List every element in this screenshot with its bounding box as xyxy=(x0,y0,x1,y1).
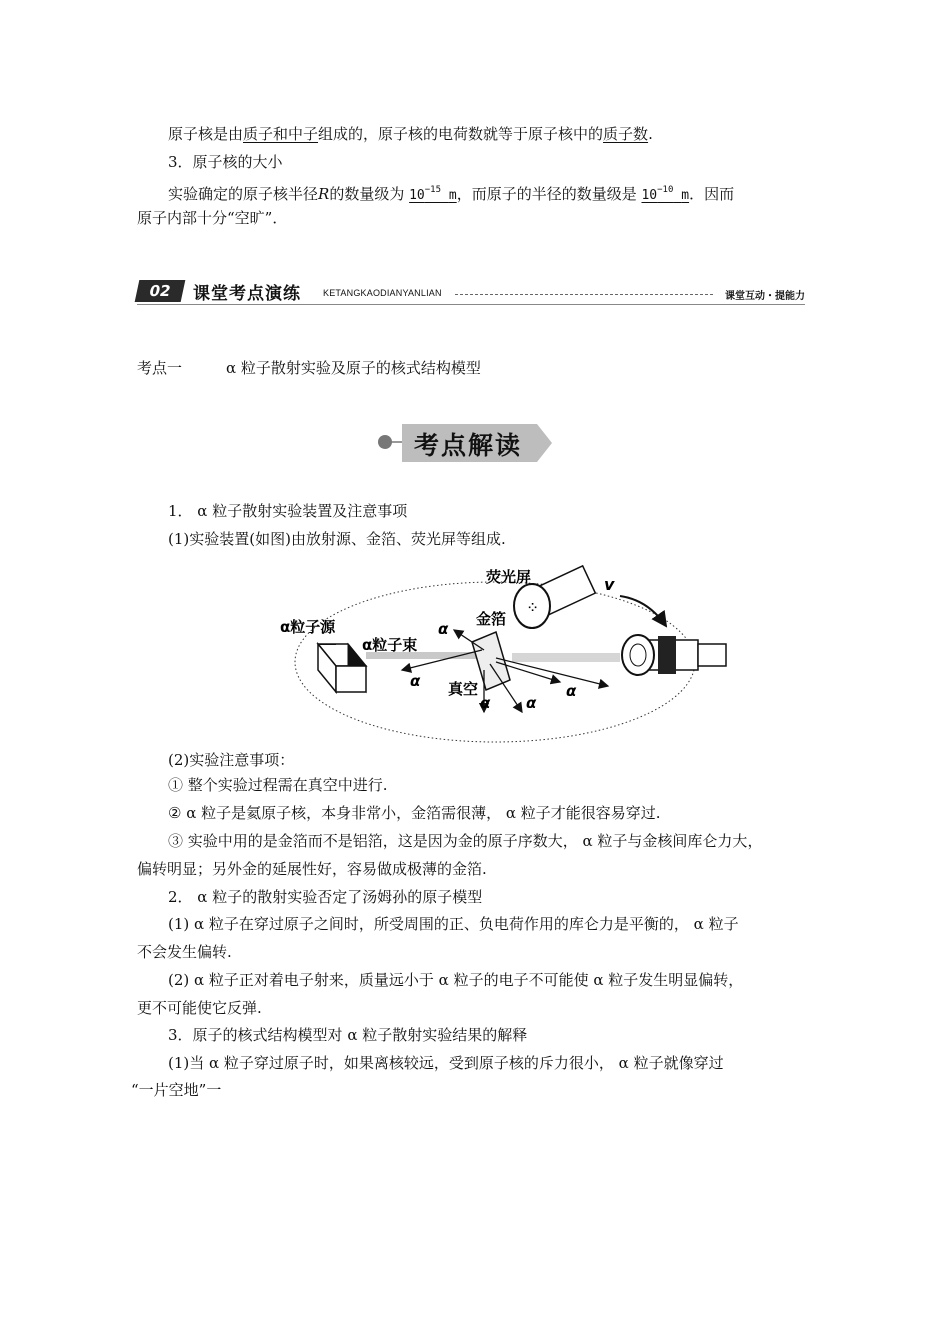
source-box xyxy=(318,644,366,692)
section-subtitle: 课堂互动・提能力 xyxy=(725,291,805,302)
item-2-2-cont: 更不可能使它反弹. xyxy=(137,999,262,1017)
kaodian-header xyxy=(378,420,574,464)
item-1-2: (2)实验注意事项： xyxy=(168,751,295,769)
section-banner xyxy=(137,279,805,305)
label-alpha: α xyxy=(526,694,537,712)
note-3-cont: 偏转明显；另外金的延展性好，容易做成极薄的金箔. xyxy=(137,860,487,878)
note-3: ③ 实验中用的是金箔而不是铝箔，这是因为金的原子序数大， α 粒子与金核间库仑力大， xyxy=(168,832,763,850)
paragraph-nucleus-radius-cont: 原子内部十分“空旷”． xyxy=(137,209,288,227)
blank-answer-4: $10^{-10}$ m xyxy=(641,185,690,203)
section-pinyin: KETANGKAODIANYANLIAN xyxy=(323,288,442,298)
label-foil: 金箔 xyxy=(476,610,507,628)
rotation-arrow xyxy=(620,596,666,626)
item-1-1: (1)实验装置(如图)由放射源、金箔、荧光屏等组成. xyxy=(168,530,506,548)
banner-dashed-line xyxy=(455,294,713,295)
label-alpha: α xyxy=(438,620,449,638)
svg-text:⁘: ⁘ xyxy=(528,601,538,614)
note-1: ① 整个实验过程需在真空中进行. xyxy=(168,776,388,794)
note-2: ② α 粒子是氦原子核，本身非常小，金箔需很薄， α 粒子才能很容易穿过. xyxy=(168,804,661,822)
deflected-alpha-arrow-3 xyxy=(496,658,608,686)
item-2-2: (2) α 粒子正对着电子射来，质量远小于 α 粒子的电子不可能使 α 粒子发生明显偏转， xyxy=(168,971,744,989)
paragraph-nucleus-radius: 实验确定的原子核半径R的数量级为 $10^{-15}$ m，而原子的半径的数量级是 $10^{-10}$ m．因而 xyxy=(168,185,735,203)
label-vacuum: 真空 xyxy=(448,680,479,698)
label-alpha: α xyxy=(410,672,421,690)
item-2-1-cont: 不会发生偏转. xyxy=(137,943,232,961)
section-title: 课堂考点演练 xyxy=(193,284,301,304)
paragraph-nucleus-composition: 原子核是由质子和中子组成的，原子核的电荷数就等于原子核中的质子数. xyxy=(168,125,653,143)
blank-answer-1: 质子和中子 xyxy=(243,125,319,143)
microscope xyxy=(622,635,726,675)
item-3-1-cont: “一片空地”一 xyxy=(131,1081,222,1099)
scattered-beam xyxy=(512,653,620,662)
item-3-title: 3．原子的核式结构模型对 α 粒子散射实验结果的解释 xyxy=(168,1026,528,1044)
label-v: v xyxy=(604,575,615,594)
label-screen: 荧光屏 xyxy=(486,568,532,586)
item-3-1: (1)当 α 粒子穿过原子时，如果离核较远，受到原子核的斥力很小， α 粒子就像穿过 xyxy=(168,1054,724,1072)
label-source: α粒子源 xyxy=(280,618,336,636)
heading-nucleus-size: 3．原子核的大小 xyxy=(168,153,283,171)
topic-heading: 考点一 α 粒子散射实验及原子的核式结构模型 xyxy=(137,359,481,377)
blank-answer-3: $10^{-15}$ m xyxy=(409,185,457,203)
item-1-title: 1． α 粒子散射实验装置及注意事项 xyxy=(168,502,408,520)
scattering-apparatus-diagram xyxy=(270,558,740,748)
section-number-badge: 02 xyxy=(135,280,186,302)
label-alpha: α xyxy=(566,682,577,700)
item-2-1: (1) α 粒子在穿过原子之间时，所受周围的正、负电荷作用的库仑力是平衡的， α 粒子 xyxy=(168,915,739,933)
blank-answer-2: 质子数 xyxy=(603,125,649,143)
label-beam: α粒子束 xyxy=(362,636,418,654)
item-2-title: 2． α 粒子的散射实验否定了汤姆孙的原子模型 xyxy=(168,888,483,906)
kaodian-title: 考点解读 xyxy=(414,431,523,460)
bullet-dot-icon xyxy=(378,435,392,449)
label-alpha: α xyxy=(480,694,491,712)
banner-rule xyxy=(137,304,805,305)
